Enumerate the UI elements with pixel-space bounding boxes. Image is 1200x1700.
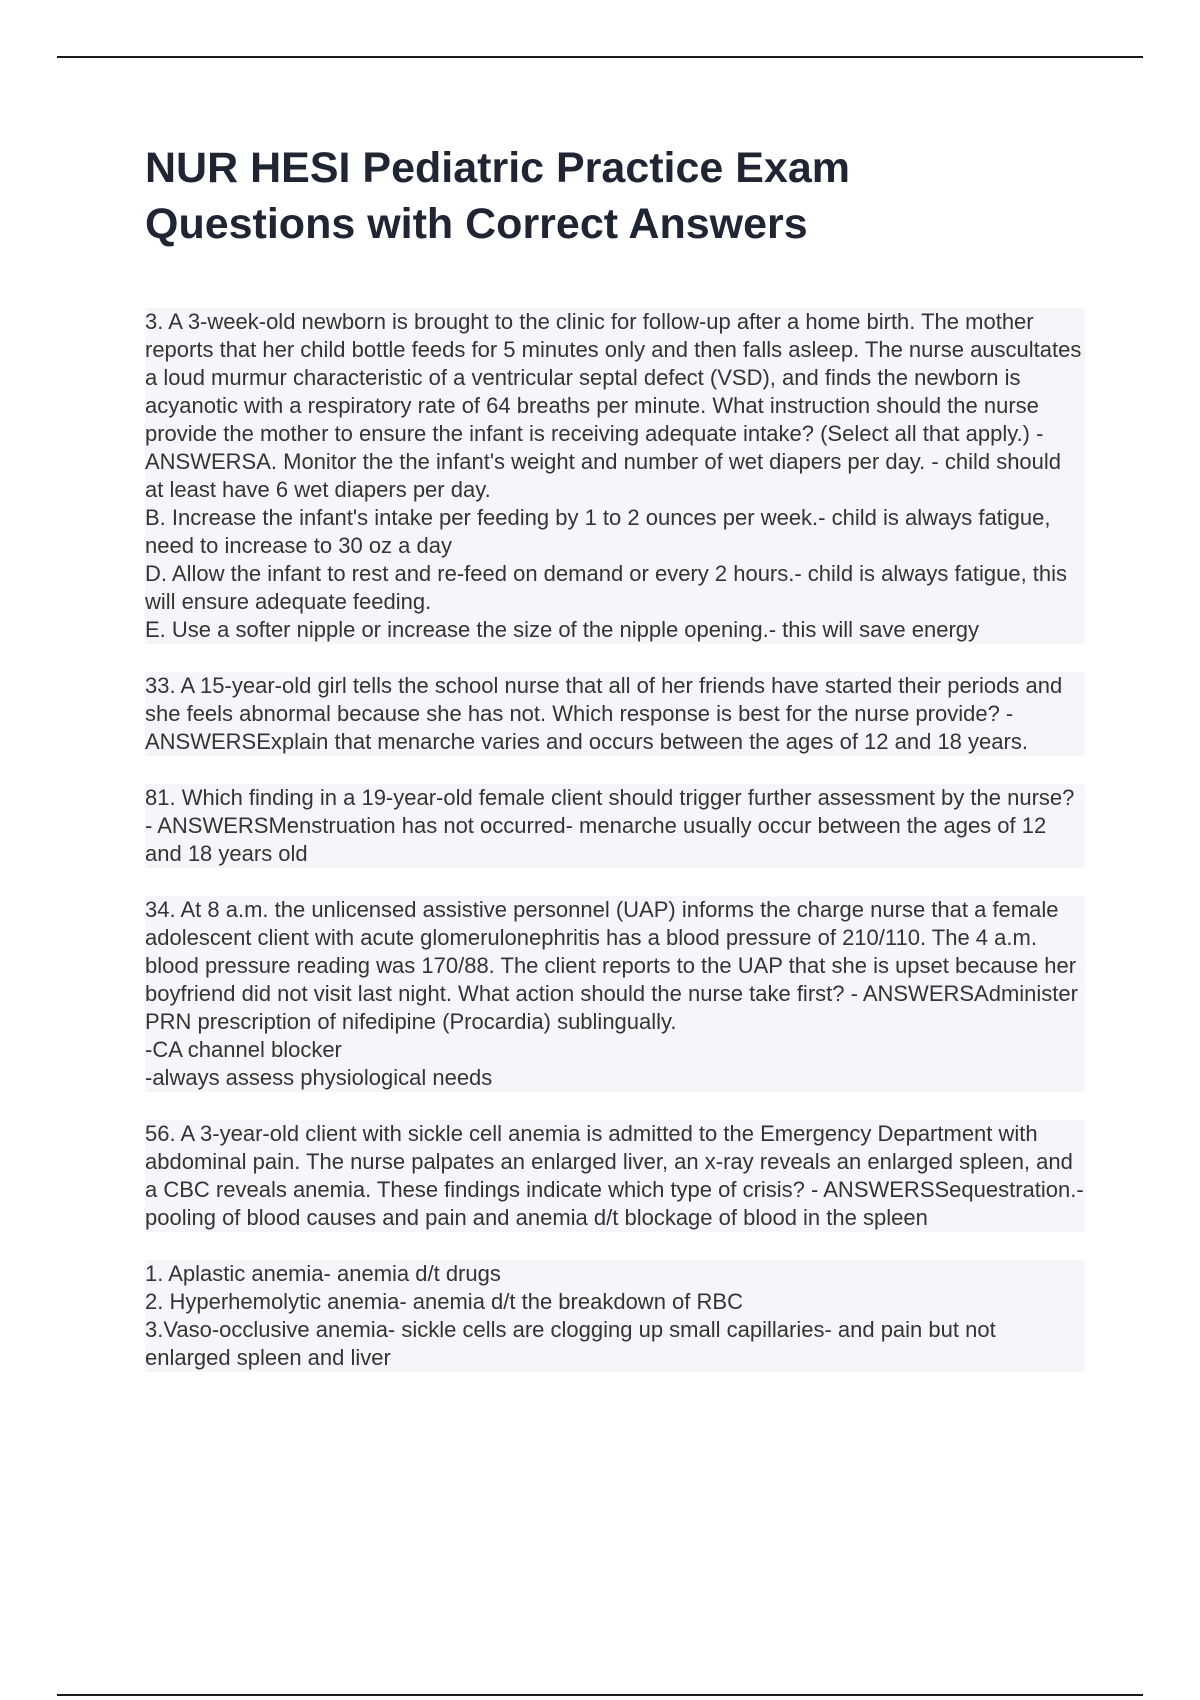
title-line-2: Questions with Correct Answers (145, 200, 808, 248)
title-line-1: NUR HESI Pediatric Practice Exam (145, 144, 851, 192)
notes-block (145, 1260, 1095, 1372)
answer-option: E. Use a softer nipple or increase the size of the nipple opening.- this will save energy (145, 616, 1085, 644)
question-text: 33. A 15-year-old girl tells the school nurse that all of her friends have started their periods and she feels abnormal because she has not. Which response is best for the nurse provide? - ANSWERSExplain that menarche varies and occurs between the ages of 12 and 18 years. (145, 672, 1085, 756)
question-text: 3. A 3-week-old newborn is brought to the clinic for follow-up after a home birth. The mother reports that her child bottle feeds for 5 minutes only and then falls asleep. The nurse auscultates a loud murmur characteristic of a ventricular septal defect (VSD), and finds the newborn is acyanotic with a respiratory rate of 64 breaths per minute. What instruction should the nurse provide the mother to ensure the infant is receiving adequate intake? (Select all that apply.) - ANSWERSA. Monitor the the infant's weight and number of wet diapers per day. - child should at least have 6 wet diapers per day. (145, 309, 1088, 502)
question-block (145, 672, 1095, 756)
question-block (145, 1120, 1095, 1232)
question-block (145, 784, 1095, 868)
question-text: 81. Which finding in a 19-year-old female client should trigger further assessment by the nurse? - ANSWERSMenstruation has not occurred- menarche usually occur between the ages of 12 and 18 years old (145, 784, 1085, 868)
question-list (145, 308, 1095, 1372)
question-text: 56. A 3-year-old client with sickle cell anemia is admitted to the Emergency Department with abdominal pain. The nurse palpates an enlarged liver, an x-ray reveals an enlarged spleen, and a CBC reveals anemia. These findings indicate which type of crisis? - ANSWERSSequestration.- pooling of blood causes and pain and anemia d/t blockage of blood in the spleen (145, 1121, 1090, 1230)
note-item: 1. Aplastic anemia- anemia d/t drugs (145, 1260, 1085, 1288)
top-divider (57, 56, 1143, 58)
note-item: 3.Vaso-occlusive anemia- sickle cells are clogging up small capillaries- and pain but not enlarged spleen and liver (145, 1316, 1085, 1372)
bottom-divider (57, 1694, 1143, 1696)
note-item: 2. Hyperhemolytic anemia- anemia d/t the breakdown of RBC (145, 1288, 1085, 1316)
question-text: 34. At 8 a.m. the unlicensed assistive personnel (UAP) informs the charge nurse that a female adolescent client with acute glomerulonephritis has a blood pressure of 210/110. The 4 a.m. blood pressure reading was 170/88. The client reports to the UAP that she is upset because her boyfriend did not visit last night. What action should the nurse take first? - ANSWERSAdminister PRN prescription of nifedipine (Procardia) sublingually. (145, 897, 1085, 1034)
document-title (145, 140, 1095, 252)
answer-note: -CA channel blocker (145, 1036, 1085, 1064)
answer-note: -always assess physiological needs (145, 1064, 1085, 1092)
document-body (145, 140, 1095, 1400)
answer-option: D. Allow the infant to rest and re-feed on demand or every 2 hours.- child is always fatigue, this will ensure adequate feeding. (145, 560, 1085, 616)
question-block (145, 896, 1095, 1092)
question-block (145, 308, 1095, 644)
answer-option: B. Increase the infant's intake per feeding by 1 to 2 ounces per week.- child is always fatigue, need to increase to 30 oz a day (145, 504, 1085, 560)
